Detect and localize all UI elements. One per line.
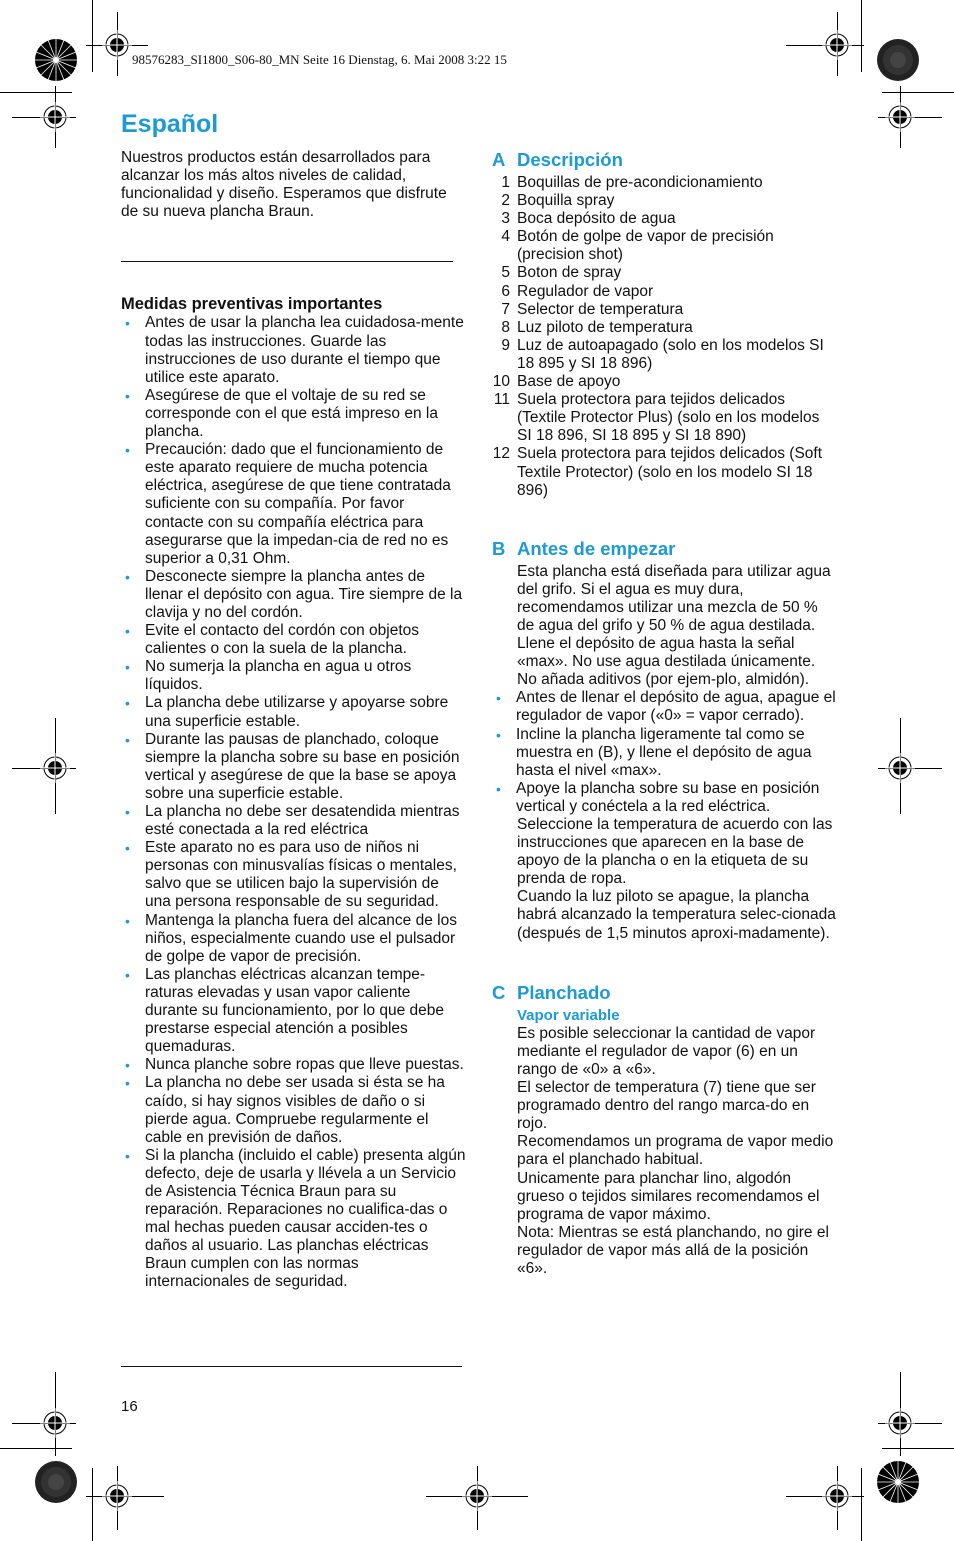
registration-crosshair-icon	[885, 102, 915, 132]
halftone-target-icon	[34, 1460, 78, 1504]
registration-crosshair-icon	[885, 1408, 915, 1438]
list-item-text: La plancha no debe ser desatendida mientras esté conectada a la red eléctrica	[145, 803, 460, 839]
section-c-heading	[492, 982, 838, 1004]
item-text: Base de apoyo	[517, 373, 621, 391]
list-item	[121, 912, 466, 966]
crop-line	[861, 0, 862, 72]
bullet-icon: •	[125, 840, 130, 857]
intro-paragraph: Nuestros productos están desarrollados para alcanzar los más altos niveles de calidad, funcionalidad y diseño. Esperamos que disfrute de su nueva plancha Braun.	[121, 149, 447, 221]
section-b-paragraph: Seleccione la temperatura de acuerdo con las instrucciones que aparecen en la base de apoyo de la plancha o en la etiqueta de su prenda de ropa.	[517, 816, 833, 888]
bullet-icon: •	[125, 912, 130, 929]
bottom-divider-rule	[121, 1366, 462, 1367]
item-number: 6	[501, 282, 510, 300]
registration-crosshair-icon	[885, 753, 915, 783]
list-item	[492, 337, 838, 373]
sunburst-target-icon	[876, 1460, 920, 1504]
list-item-text: Antes de usar la plancha lea cuidadosa-mente todas las instrucciones. Guarde las instrucciones de uso durante el tiempo que utilice este aparato.	[145, 314, 464, 386]
list-item-text: Asegúrese de que el voltaje de su red se corresponde con el que está impreso en la plancha.	[145, 386, 438, 441]
bullet-icon: •	[125, 1075, 130, 1092]
list-item	[121, 568, 466, 622]
list-item	[121, 1147, 466, 1292]
section-c-paragraph: Unicamente para planchar lino, algodón grueso o tejidos similares recomendamos el programa de vapor máximo.	[517, 1169, 820, 1223]
section-a-heading	[492, 149, 838, 171]
list-item	[492, 391, 838, 445]
crop-line	[882, 92, 954, 93]
list-item	[121, 803, 466, 839]
list-item-text: Evite el contacto del cordón con objetos calientes o con la suela de la plancha.	[145, 622, 420, 658]
list-item	[492, 445, 838, 499]
item-number: 9	[501, 336, 510, 354]
bullet-icon: •	[125, 1057, 130, 1074]
list-item	[121, 622, 466, 658]
list-item-text: Precaución: dado que el funcionamiento de este aparato requiere de mucha potencia eléctrica, asegúrese de que tiene contratada suficiente con su compañía. Por favor contacte con su compañía eléctrica para asegurarse que la impedan-cia de red no es superior a 0,31 Ohm.	[145, 441, 451, 567]
list-item	[492, 373, 838, 391]
item-text: Regulador de vapor	[517, 282, 654, 300]
list-item-text: Si la plancha (incluido el cable) presenta algún defecto, deje de usarla y llévela a un Servicio de Asistencia Técnica Braun para su reparación. Reparaciones no cualifica-das o mal hechas pueden causar acciden-tes o daños al usuario. Las planchas eléctricas Braun cumplen con las normas internacionales de seguridad.	[145, 1146, 466, 1291]
bullet-icon: •	[125, 804, 130, 820]
bullet-icon: •	[125, 1147, 130, 1164]
registration-crosshair-icon	[40, 753, 70, 783]
item-number: 10	[492, 373, 510, 391]
bullet-icon: •	[125, 568, 130, 585]
section-c-paragraph: Es posible seleccionar la cantidad de vapor mediante el regulador de vapor (6) en un rango de «0» a «6».	[517, 1024, 816, 1078]
item-number: 5	[501, 264, 510, 282]
list-item	[121, 441, 466, 568]
item-text: Luz piloto de temperatura	[517, 318, 693, 336]
list-item	[492, 319, 838, 337]
bullet-icon: •	[125, 731, 130, 748]
list-item-text: Nunca planche sobre ropas que lleve puestas.	[145, 1056, 464, 1074]
list-item-text: Durante las pausas de planchado, coloque siempre la plancha sobre su base en posición vertical y asegúrese de que la base se apoya sobre una superficie estable.	[145, 730, 460, 802]
list-item	[492, 192, 838, 210]
item-number: 12	[492, 445, 510, 463]
list-item	[492, 264, 838, 282]
page-number: 16	[121, 1398, 138, 1415]
list-item-text: Las planchas eléctricas alcanzan tempe-raturas elevadas y usan vapor caliente durante su funcionamiento, por lo que debe prestarse especial atención a posibles quemaduras.	[145, 965, 445, 1056]
section-title: Planchado	[517, 981, 611, 1003]
section-c-subtitle: Vapor variable	[517, 1006, 620, 1024]
item-text: Suela protectora para tejidos delicados (Textile Protector Plus) (solo en los modelos SI 18 896, SI 18 895 y SI 18 890)	[517, 391, 820, 445]
list-item	[121, 1074, 466, 1146]
section-title: Antes de empezar	[517, 537, 676, 559]
section-b-intro: Esta plancha está diseñada para utilizar agua del grifo. Si el agua es muy dura, recomendamos utilizar una mezcla de 50 % de agua del grifo y 50 % de agua destilada. Llene el depósito de agua hasta la señal «max». No use agua destilada únicamente. No añada aditivos (por ejem-plo, almidón).	[517, 562, 831, 689]
list-item	[121, 1056, 466, 1074]
list-item	[121, 694, 466, 730]
crop-line	[0, 92, 72, 93]
parts-list	[492, 174, 838, 500]
item-number: 8	[501, 318, 510, 336]
bullet-icon: •	[496, 780, 501, 797]
list-item-text: La plancha debe utilizarse y apoyarse sobre una superficie estable.	[145, 694, 449, 730]
halftone-target-icon	[876, 38, 920, 82]
list-item-text: Desconecte siempre la plancha antes de llenar el depósito con agua. Tire siempre de la clavija y no del cordón.	[145, 567, 463, 621]
bullet-icon: •	[496, 726, 501, 743]
bullet-icon: •	[125, 695, 130, 712]
bullet-icon: •	[125, 387, 130, 404]
section-title: Descripción	[517, 149, 623, 170]
crop-line	[861, 1468, 862, 1541]
left-column	[121, 149, 466, 1292]
list-item	[492, 283, 838, 301]
list-item	[492, 780, 838, 816]
list-item-text: Antes de llenar el depósito de agua, apague el regulador de vapor («0» = vapor cerrado).	[516, 689, 836, 725]
list-item	[492, 689, 838, 725]
right-column	[492, 149, 838, 1278]
registration-crosshair-icon	[822, 1481, 852, 1511]
section-b-list	[492, 689, 838, 816]
list-item	[492, 301, 838, 319]
item-text: Boquillas de pre-acondicionamiento	[517, 174, 763, 191]
list-item	[492, 174, 838, 192]
precautions-heading: Medidas preventivas importantes	[121, 295, 383, 314]
page-title: Español	[121, 110, 219, 138]
sunburst-target-icon	[34, 38, 78, 82]
crop-line	[882, 1448, 954, 1449]
list-item	[492, 228, 838, 264]
list-item-text: Incline la plancha ligeramente tal como se muestra en (B), y llene el depósito de agua hasta el nivel «max».	[516, 725, 812, 779]
registration-crosshair-icon	[102, 1481, 132, 1511]
crop-line	[0, 1448, 72, 1449]
item-number: 3	[501, 210, 510, 228]
item-number: 1	[501, 174, 510, 191]
section-letter: B	[492, 537, 506, 559]
list-item-text: La plancha no debe ser usada si ésta se ha caído, si hay signos visibles de daño o si pierde agua. Compruebe regularmente el cable en previsión de daños.	[145, 1074, 445, 1146]
divider-rule	[121, 261, 453, 262]
item-number: 11	[493, 391, 510, 409]
item-text: Selector de temperatura	[517, 300, 684, 318]
section-letter: A	[492, 149, 506, 170]
list-item	[121, 839, 466, 911]
item-text: Suela protectora para tejidos delicados (Soft Textile Protector) (solo en los modelo SI 18 896)	[517, 445, 823, 499]
section-b-paragraph: Cuando la luz piloto se apague, la plancha habrá alcanzado la temperatura selec-cionada (después de 1,5 minutos aproxi-madamente).	[517, 888, 836, 942]
bullet-icon: •	[125, 442, 130, 459]
section-b-heading	[492, 538, 838, 560]
list-item	[121, 387, 466, 441]
list-item-text: Mantenga la plancha fuera del alcance de los niños, especialmente cuando use el pulsador de golpe de vapor de precisión.	[145, 911, 457, 965]
section-c-paragraph: Nota: Mientras se está planchando, no gire el regulador de vapor más allá de la posición «6».	[517, 1223, 829, 1277]
list-item	[492, 726, 838, 780]
item-text: Boton de spray	[517, 264, 622, 282]
bullet-icon: •	[125, 659, 130, 676]
bullet-icon: •	[125, 315, 130, 332]
registration-crosshair-icon	[102, 30, 132, 60]
section-letter: C	[492, 981, 506, 1003]
list-item	[121, 731, 466, 803]
bullet-icon: •	[125, 966, 130, 983]
registration-crosshair-icon	[462, 1481, 492, 1511]
list-item-text: Apoye la plancha sobre su base en posición vertical y conéctela a la red eléctrica.	[516, 779, 820, 815]
list-item	[121, 966, 466, 1056]
list-item	[121, 314, 466, 386]
item-text: Botón de golpe de vapor de precisión (precision shot)	[517, 228, 774, 264]
bullet-icon: •	[496, 690, 501, 707]
registration-crosshair-icon	[40, 102, 70, 132]
item-number: 2	[501, 192, 510, 210]
section-c-paragraph: Recomendamos un programa de vapor medio para el planchado habitual.	[517, 1133, 834, 1169]
bullet-icon: •	[125, 623, 130, 640]
print-slug-line: 98576283_SI1800_S06-80_MN Seite 16 Dienstag, 6. Mai 2008 3:22 15	[132, 52, 507, 67]
item-text: Boquilla spray	[517, 192, 615, 210]
registration-crosshair-icon	[40, 1408, 70, 1438]
item-text: Boca depósito de agua	[517, 210, 676, 228]
item-text: Luz de autoapagado (solo en los modelos SI 18 895 y SI 18 896)	[517, 336, 824, 372]
list-item-text: No sumerja la plancha en agua u otros líquidos.	[145, 658, 412, 694]
precautions-list	[121, 314, 466, 1291]
registration-crosshair-icon	[822, 30, 852, 60]
section-c-paragraph: El selector de temperatura (7) tiene que ser programado dentro del rango marca-do en rojo.	[517, 1079, 816, 1133]
crop-line	[92, 1468, 93, 1541]
list-item	[492, 210, 838, 228]
item-number: 7	[501, 300, 510, 318]
list-item-text: Este aparato no es para uso de niños ni personas con minusvalías físicas o mentales, salvo que se utilicen bajo la supervisión de una persona responsable de su seguridad.	[145, 839, 457, 911]
list-item	[121, 658, 466, 694]
item-number: 4	[501, 228, 510, 246]
crop-line	[92, 0, 93, 72]
